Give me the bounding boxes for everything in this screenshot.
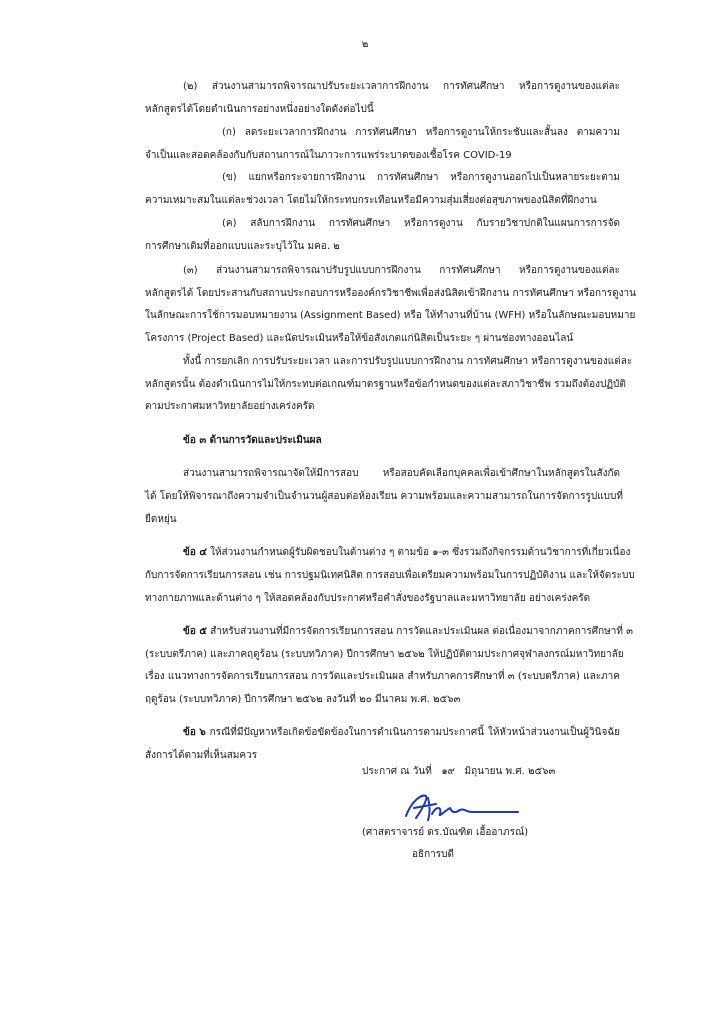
signer-title: อธิการบดี bbox=[412, 849, 454, 860]
paragraph-3-line-2: หลักสูตรได้ โดยประสานกับสถานประกอบการหรือองค์กรวิชาชีพเพื่อส่งนิสิตเข้าฝึกงาน การทัศนศึกษา หรือการดูงาน bbox=[145, 288, 636, 299]
announcement-date: ประกาศ ณ วันที่ ๑๙ มิถุนายน พ.ศ. ๒๕๖๓ bbox=[362, 766, 556, 777]
signature bbox=[402, 790, 520, 826]
clause-4-text: ให้ส่วนงานกำหนดผู้รับผิดชอบในด้านต่าง ๆ ตามข้อ ๑-๓ ซึ่งรวมถึงกิจกรรมด้านวิชาการที่เกี่ยวเนื่อง bbox=[206, 547, 631, 558]
clause-5-text: สำหรับส่วนงานที่มีการจัดการเรียนการสอน การวัดและประเมินผล ต่อเนื่องมาจากภาคการศึกษาที่ ๓ bbox=[206, 626, 633, 637]
clause-5-line-2: (ระบบตรีภาค) และภาคฤดูร้อน (ระบบทวิภาค) ปีการศึกษา ๒๕๖๒ ให้ปฏิบัติตามประกาศจุฬาลงกรณ์มหาวิทยาลัย bbox=[145, 649, 624, 660]
clause-3-line-3: ยืดหยุ่น bbox=[145, 514, 177, 525]
clause-3-heading: ข้อ ๓ ด้านการวัดและประเมินผล bbox=[183, 435, 322, 446]
paragraph-3-line-1: (๓) ส่วนงานสามารถพิจารณาปรับรูปแบบการฝึกงาน การทัศนศึกษา หรือการดูงานของแต่ละ bbox=[183, 265, 620, 276]
clause-6-line-2: สั่งการได้ตามที่เห็นสมควร bbox=[145, 750, 258, 761]
paragraph-note-line-2: หลักสูตรนั้น ต้องดำเนินการไม่ให้กระทบต่อเกณฑ์มาตรฐานหรือข้อกำหนดของแต่ละสภาวิชาชีพ รวมถึงต้องปฏิบัติ bbox=[145, 379, 626, 390]
clause-3-line-2: ได้ โดยให้พิจารณาถึงความจำเป็นจำนวนผู้สอบต่อห้องเรียน ความพร้อมและความสามารถในการจัดการรูปแบบที่ bbox=[145, 491, 623, 502]
clause-4-label: ข้อ ๔ bbox=[183, 547, 207, 558]
clause-4-line-3: ทางกายภาพและด้านต่าง ๆ ให้สอดคล้องกับประกาศหรือคำสั่งของรัฐบาลและมหาวิทยาลัย อย่างเคร่งครัด bbox=[145, 593, 591, 604]
page-number: ๒ bbox=[361, 39, 369, 50]
signer-name: (ศาสตราจารย์ ดร.บัณฑิต เอื้ออาภรณ์) bbox=[362, 827, 529, 838]
clause-5-label: ข้อ ๕ bbox=[183, 626, 207, 637]
clause-4-line-2: กับการจัดการเรียนการสอน เช่น การปฐมนิเทศนิสิต การสอบเพื่อเตรียมความพร้อมในการปฏิบัติงาน และให้จัดระบบ bbox=[145, 570, 635, 581]
paragraph-2b-line-2: ความเหมาะสมในแต่ละช่วงเวลา โดยไม่ให้กระทบกระเทือนหรือมีความสุ่มเสี่ยงต่อสุขภาพของนิสิตที่ฝึกงาน bbox=[145, 195, 597, 206]
paragraph-2-line-2: หลักสูตรได้โดยดำเนินการอย่างหนึ่งอย่างใดดังต่อไปนี้ bbox=[145, 104, 374, 115]
clause-5-line-1 bbox=[183, 625, 633, 639]
clause-6-label: ข้อ ๖ bbox=[183, 727, 206, 738]
paragraph-2c-line-1: (ค) สลับการฝึกงาน การทัศนศึกษา หรือการดูงาน กับรายวิชาปกติในแผนการการจัด bbox=[222, 218, 620, 229]
paragraph-3-line-4: โครงการ (Project Based) และนัดประเมินหรือให้ข้อสังเกตแก่นิสิตเป็นระยะ ๆ ผ่านช่องทางออนไลน์ bbox=[145, 333, 574, 344]
paragraph-note-line-1: ทั้งนี้ การยกเลิก การปรับระยะเวลา และการปรับรูปแบบการฝึกงาน การทัศนศึกษา หรือการดูงานของแต่ละ bbox=[183, 356, 633, 367]
clause-4-line-1 bbox=[183, 546, 631, 560]
paragraph-3-line-3: ในลักษณะการใช้การมอบหมายงาน (Assignment Based) หรือ ให้ทำงานที่บ้าน (WFH) หรือในลักษณะมอบหมาย bbox=[145, 310, 636, 321]
paragraph-2c-line-2: การศึกษาเดิมที่ออกแบบและระบุไว้ใน มคอ. ๒ bbox=[145, 241, 340, 252]
paragraph-2b-line-1: (ข) แยกหรือกระจายการฝึกงาน การทัศนศึกษา หรือการดูงานออกไปเป็นหลายระยะตาม bbox=[222, 172, 620, 183]
clause-6-line-1 bbox=[183, 726, 620, 740]
clause-5-line-4: ฤดูร้อน (ระบบทวิภาค) ปีการศึกษา ๒๕๖๒ ลงวันที่ ๒๐ มีนาคม พ.ศ. ๒๕๖๓ bbox=[145, 694, 461, 705]
clause-6-text: กรณีที่มีปัญหาหรือเกิดข้อขัดข้องในการดำเนินการตามประกาศนี้ ให้หัวหน้าส่วนงานเป็นผู้วินิจฉัย bbox=[205, 727, 620, 738]
clause-5-line-3: เรื่อง แนวทางการจัดการเรียนการสอน การวัดและประเมินผล สำหรับภาคการศึกษาที่ ๓ (ระบบตรีภาค) และภาค bbox=[145, 671, 620, 682]
clause-3-line-1: ส่วนงานสามารถพิจารณาจัดให้มีการสอบ หรือสอบคัดเลือกบุคคลเพื่อเข้าศึกษาในหลักสูตรในสังกัด bbox=[183, 468, 620, 479]
paragraph-2-line-1: (๒) ส่วนงานสามารถพิจารณาปรับระยะเวลาการฝึกงาน การทัศนศึกษา หรือการดูงานของแต่ละ bbox=[183, 81, 620, 92]
paragraph-2a-line-2: จำเป็นและสอดคล้องกับกับสถานการณ์ในภาวะการแพร่ระบาดของเชื้อโรค COVID-19 bbox=[145, 150, 512, 161]
paragraph-2a-line-1: (ก) ลดระยะเวลาการฝึกงาน การทัศนศึกษา หรือการดูงานให้กระชับและสั้นลง ตามความ bbox=[222, 127, 620, 138]
paragraph-note-line-3: ตามประกาศมหาวิทยาลัยอย่างเคร่งครัด bbox=[145, 401, 315, 412]
